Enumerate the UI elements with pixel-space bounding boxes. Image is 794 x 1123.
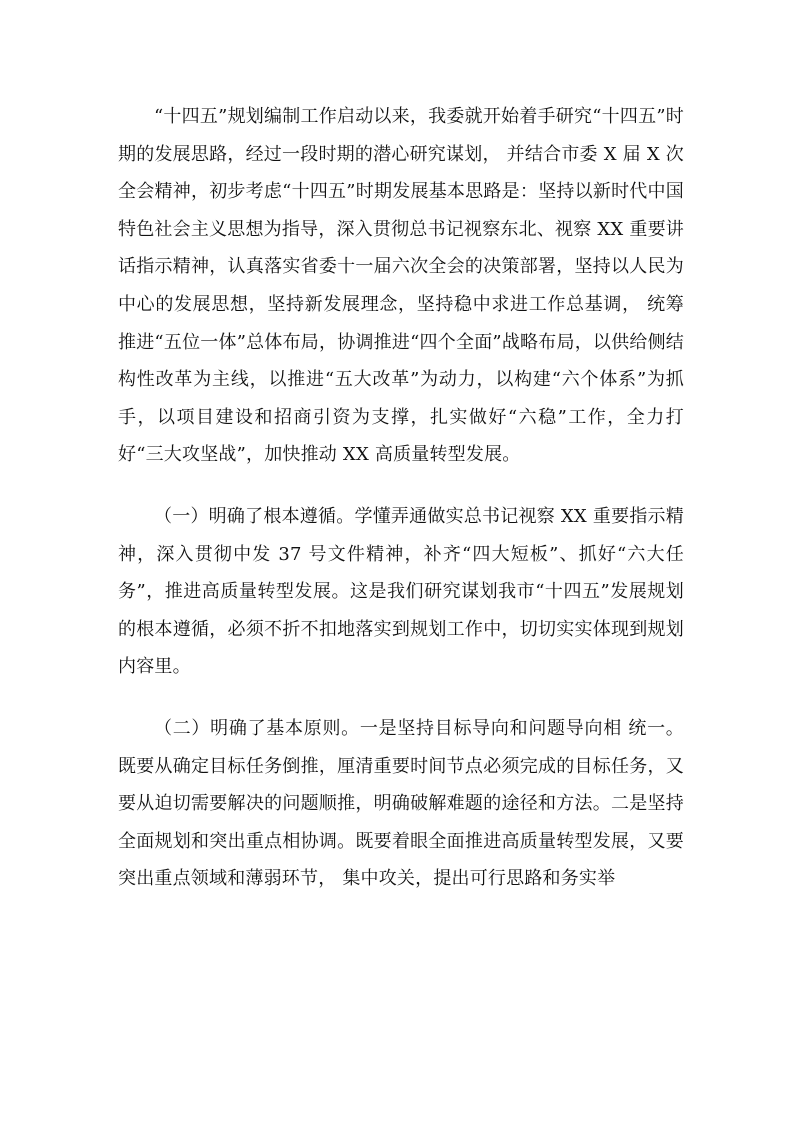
paragraph-development-approach: “十四五”规划编制工作启动以来，我委就开始着手研究“十四五”时期的发展思路，经过一段时期的潜心研究谋划， 并结合市委 X 届 X 次全会精神，初步考虑“十四五”时期发展基本思路是：坚持以新时代中国特色社会主义思想为指导，深入贯彻总书记视察东北、视察 XX 重要讲话指示精神，认真落实省委十一届六次全会的决策部署，坚持以人民为中心的发展思想，坚持新发展理念，坚持稳中求进工作总基调， 统筹推进“五位一体”总体布局，协调推进“四个全面”战略布局，以供给侧结构性改革为主线，以推进“五大改革”为动力，以构建“六个体系”为抓手，以项目建设和招商引资为支撑，扎实做好“六稳”工作，全力打好“三大攻坚战”，加快推动 XX 高质量转型发展。 [118, 106, 684, 466]
paragraph-basic-principles: （二）明确了基本原则。一是坚持目标导向和问题导向相 统一。既要从确定目标任务倒推，厘清重要时间节点必须完成的目标任务，又要从迫切需要解决的问题顺推，明确破解难题的途径和方法。二是坚持全面规划和突出重点相协调。既要着眼全面推进高质量转型发展，又要突出重点领域和薄弱环节， 集中攻关，提出可行思路和务实举 [118, 717, 684, 890]
document-body [118, 98, 684, 898]
paragraph-fundamental-guidance: （一）明确了根本遵循。学懂弄通做实总书记视察 XX 重要指示精神，深入贯彻中发 37 号文件精神，补齐“四大短板”、抓好“六大任务”，推进高质量转型发展。这是我们研究谋划我市“十四五”发展规划的根本遵循，必须不折不扣地落实到规划工作中，切切实实体现到规划内容里。 [118, 505, 684, 678]
